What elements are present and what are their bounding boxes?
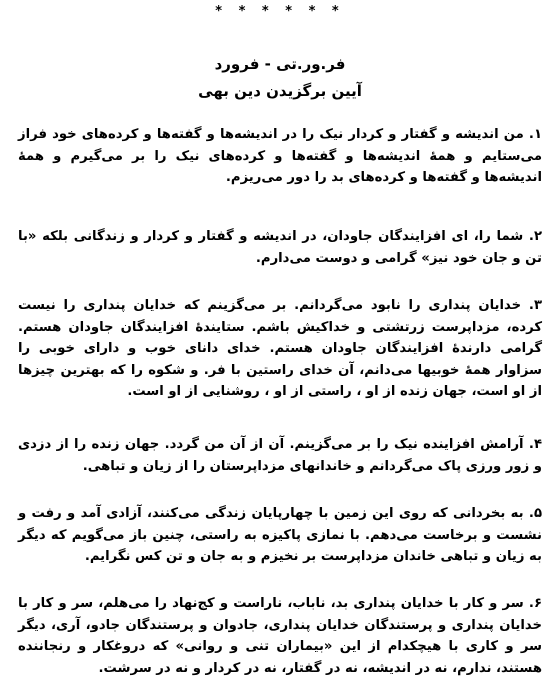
paragraph-3: ۳. خدایان پنداری را نابود می‌گردانم. بر می‌گزینم که خدایان پنداری را نیست کرده، مزداپرست زرتشتی و خداکیش باشم. ستایندهٔ افزایندگان جاودان هستم. گرامی دارندهٔ افزایندگان جاودان هستم. خدای دانای خوب و دارای خوبی را سزاوار همهٔ خوبیها می‌دانم، آن خدای راستین با فر. و شکوه را که بهترین چیزها از او است، جهان زنده از او ، راستی از او ، روشنایی از او است. <box>18 298 542 399</box>
document-title: فر.ور.تی - فرورد <box>214 55 346 73</box>
paragraph-2: ۲. شما را، ای افزایندگان جاودان، در اندیشه و گفتار و کردار و زندگانی بلکه «با تن و جان خود نیز» گرامی و دوست می‌دارم. <box>18 229 542 266</box>
paragraph-1: ۱. من اندیشه و گفتار و کردار نیک را در اندیشه‌ها و گفته‌ها و کرده‌های خود فراز می‌ستایم و همهٔ اندیشه‌ها و گفته‌ها و کرده‌های نیک را بر می‌گیرم و همهٔ اندیشه‌ها و گفته‌ها و کرده‌های بد را دور می‌ریزم. <box>18 127 542 185</box>
paragraph-5: ۵. به بخردانی که روی این زمین با چهارپایان زندگی می‌کنند، آزادی آمد و رفت و نشست و برخاست می‌دهم. با نمازی پاکیزه به راستی، چنین باز می‌گویم که دیگر به زیان و تباهی خاندان مزداپرست بر نخیزم و به جان و تن کس نگرایم. <box>18 506 542 564</box>
document-subtitle: آیین برگزیدن دین بهی <box>198 82 362 100</box>
paragraph-4: ۴. آرامش افزاینده نیک را بر می‌گزینم. آن از آن من گردد. جهان زنده را از دزدی و زور ورزی پاک می‌گردانم و خاندانهای مزداپرستان را از زیان و تباهی. <box>18 437 542 474</box>
separator-stars: * * * * * * <box>215 4 345 19</box>
paragraph-6: ۶. سر و کار با خدایان پنداری بد، ناباب، ناراست و کج‌نهاد را می‌هلم، سر و کار با خدایان پنداری و پرستندگان خدایان پنداری، جادوان و پرستندگان جادو، آری، دیگر سر و کاری با هیچکدام از این «بیماران تنی و روانی» که دروغکار و رنجاننده هستند، ندارم، نه در اندیشه، نه در گفتار، نه در کردار و نه در سرشت. <box>18 596 542 676</box>
